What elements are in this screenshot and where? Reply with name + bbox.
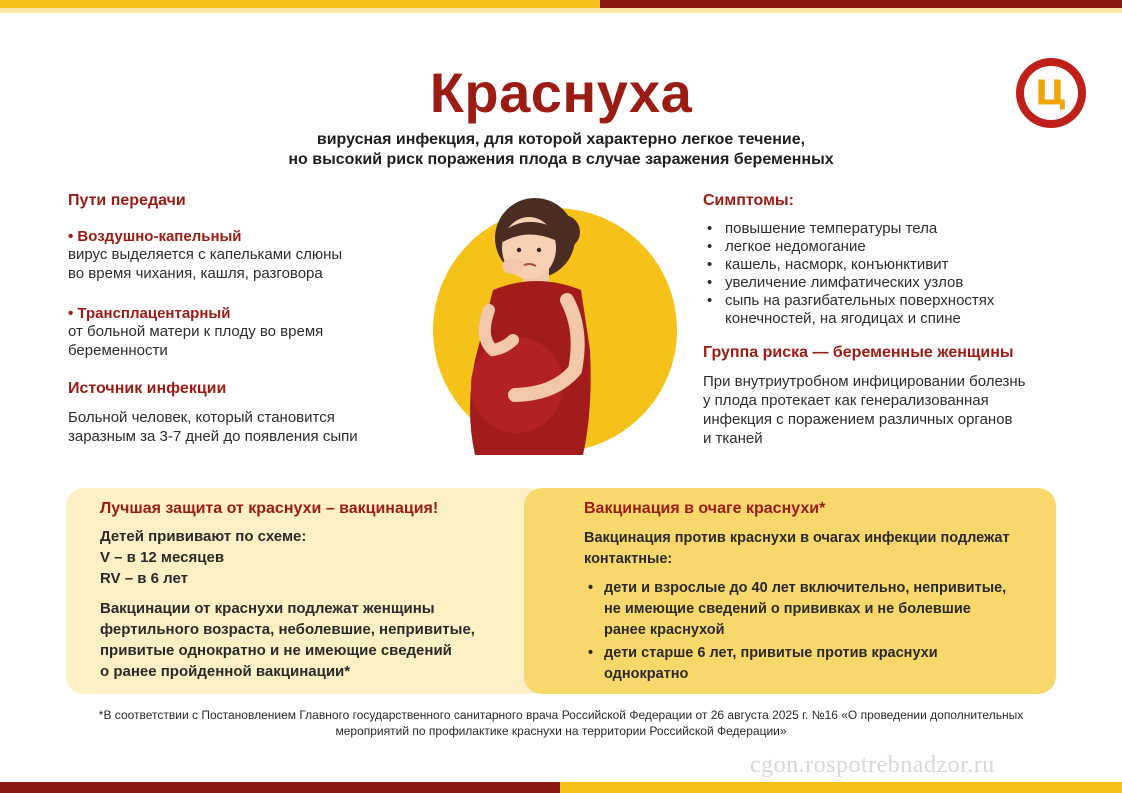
outbreak-item-line: не имеющие сведений о прививках и не болевшие — [604, 601, 971, 617]
symptom-item: • повышение температуры тела — [703, 220, 1053, 238]
bullet-icon: • — [588, 580, 594, 596]
transmission-item-line: беременности — [68, 342, 168, 359]
vaccination-women — [100, 598, 475, 682]
footnote-line: мероприятий по профилактике краснухи на территории Российской Федерации» — [335, 724, 787, 738]
bullet-icon: • — [588, 645, 594, 661]
source-line: Больной человек, который становится — [68, 409, 335, 426]
symptoms-list — [703, 220, 1053, 328]
outbreak-intro-line: контактные: — [584, 551, 673, 567]
source-line: заразным за 3-7 дней до появления сыпи — [68, 428, 358, 445]
transmission-item-line: во время чихания, кашля, разговора — [68, 265, 323, 282]
outbreak-item-line: ранее краснухой — [604, 622, 725, 638]
vaccination-heading: Лучшая защита от краснухи – вакцинация! — [100, 500, 439, 517]
schedule-line: RV – в 6 лет — [100, 570, 188, 587]
women-line: о ранее пройденной вакцинации* — [100, 663, 351, 680]
transmission-airborne — [68, 228, 388, 283]
subtitle-line: вирусная инфекция, для которой характерно легкое течение, — [316, 131, 806, 148]
outbreak-heading: Вакцинация в очаге краснухи* — [584, 500, 826, 517]
right-column — [703, 192, 1053, 448]
transmission-item-line: от больной матери к плоду во время — [68, 323, 324, 340]
risk-group-line: При внутриутробном инфицировании болезнь — [703, 373, 1026, 390]
top-band-accent — [600, 0, 1122, 8]
risk-group-heading: Группа риска — беременные женщины — [703, 344, 1014, 361]
outbreak-item — [586, 643, 1006, 685]
transmission-item-title: • Воздушно-капельный — [68, 228, 242, 245]
symptom-item: • увеличение лимфатических узлов — [703, 274, 1053, 292]
outbreak-box — [524, 488, 1056, 694]
outbreak-list — [586, 578, 1006, 685]
source-heading: Источник инфекции — [68, 380, 227, 397]
page-title: Краснуха — [429, 61, 693, 124]
schedule-line: Детей прививают по схеме: — [100, 528, 307, 545]
bottom-band-accent — [0, 782, 560, 793]
risk-group-line: инфекция с поражением различных органов — [703, 411, 1013, 428]
symptom-item: • сыпь на разгибательных поверхностях конечностей, на ягодицах и спине — [703, 292, 1023, 328]
transmission-transplacental — [68, 305, 388, 360]
transmission-heading: Пути передачи — [68, 192, 186, 209]
left-column — [68, 192, 388, 446]
footnote-line: *В соответствии с Постановлением Главного государственного санитарного врача Российской Федерации от 26 августа 2025 г. №16 «О проведении дополнительных — [98, 708, 1024, 722]
subtitle-line: но высокий риск поражения плода в случае заражения беременных — [288, 151, 834, 168]
outbreak-item-line: дети и взрослые до 40 лет включительно, непривитые, — [604, 580, 1007, 596]
illustration-eye — [517, 248, 521, 252]
pregnant-woman-illustration — [415, 180, 707, 455]
vaccination-box — [66, 488, 546, 694]
schedule-line: V – в 12 месяцев — [100, 549, 225, 566]
page-subtitle — [0, 130, 1122, 170]
footnote — [60, 707, 1062, 739]
symptom-item: • легкое недомогание — [703, 238, 1053, 256]
outbreak-item-line: однократно — [604, 666, 689, 682]
illustration-eye — [537, 248, 541, 252]
risk-group-line: у плода протекает как генерализованная — [703, 392, 989, 409]
symptom-item: • кашель, насморк, конъюнктивит — [703, 256, 1053, 274]
outbreak-intro-line: Вакцинация против краснухи в очагах инфекции подлежат — [584, 530, 1010, 546]
illustration-hand — [502, 258, 524, 274]
transmission-item-line: вирус выделяется с капельками слюны — [68, 246, 343, 263]
transmission-item-title: • Трансплацентарный — [68, 305, 231, 322]
symptoms-heading: Симптомы: — [703, 192, 794, 209]
watermark: cgon.rospotrebnadzor.ru — [750, 752, 995, 778]
outbreak-item-line: дети старше 6 лет, привитые против краснухи — [604, 645, 938, 661]
risk-group-line: и тканей — [703, 430, 763, 447]
women-line: привитые однократно и не имеющие сведений — [100, 642, 452, 659]
top-band-soft — [0, 8, 1122, 13]
logo-glyph: Ц — [1024, 66, 1078, 120]
vaccination-schedule — [100, 526, 306, 589]
outbreak-intro — [584, 528, 1010, 570]
women-line: Вакцинации от краснухи подлежат женщины — [100, 600, 435, 617]
outbreak-item — [586, 578, 1006, 641]
women-line: фертильного возраста, неболевшие, непривитые, — [100, 621, 475, 638]
